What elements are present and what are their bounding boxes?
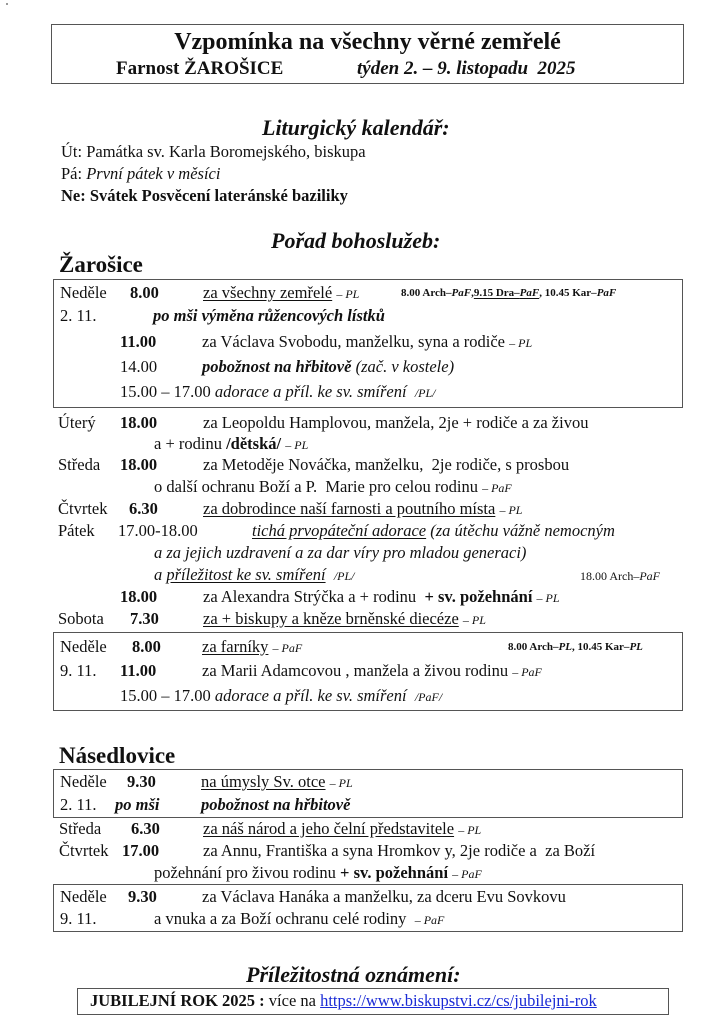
page-title: Vzpomínka na všechny věrné zemřelé: [174, 29, 561, 55]
z-s1-cemetery: pobožnost na hřbitově (zač. v kostele): [202, 357, 455, 376]
z-s2-intention1: za farníky – PaF: [202, 637, 303, 656]
z-s1-time1: 8.00: [130, 283, 159, 302]
z-s2-time2: 11.00: [120, 661, 157, 680]
n-wed-day: Středa: [59, 819, 102, 838]
n-s2-date: 9. 11.: [60, 909, 97, 928]
n-s2-time: 9.30: [128, 887, 157, 906]
calendar-item-sun: Ne: Svátek Posvěcení lateránské baziliky: [61, 186, 348, 205]
z-thu-line1: za dobrodince naší farnosti a poutního místa – PL: [203, 499, 523, 518]
z-tue-line2: a + rodinu /dětská/ – PL: [154, 434, 309, 453]
n-thu-line2: požehnání pro živou rodinu + sv. požehnání – PaF: [154, 863, 482, 882]
n-s2-day: Neděle: [60, 887, 107, 906]
z-s1-time2: 11.00: [120, 332, 157, 351]
n-s2-line1: za Václava Hanáka a manželku, za dceru Evu Sovkovu: [202, 887, 566, 906]
section-zarosice: Žarošice: [59, 252, 143, 277]
n-thu-day: Čtvrtek: [59, 841, 109, 860]
services-heading: Pořad bohoslužeb:: [271, 228, 441, 253]
z-s2-other-masses: 8.00 Arch–PL, 10.45 Kar–PL: [508, 641, 643, 653]
z-fri2-time: 18.00: [120, 587, 158, 606]
stray-dot: [6, 3, 8, 5]
z-s1-date: 2. 11.: [60, 306, 97, 325]
z-s1-intention2: za Václava Svobodu, manželku, syna a rodiče – PL: [202, 332, 533, 351]
z-fri2-line1: za Alexandra Strýčka a + rodinu + sv. požehnání – PL: [203, 587, 560, 606]
z-sat-day: Sobota: [58, 609, 104, 628]
z-s1-other-masses: 8.00 Arch–PaF,9.15 Dra–PaF, 10.45 Kar–PaF: [401, 287, 617, 299]
calendar-item-fri: Pá: První pátek v měsíci: [61, 164, 221, 183]
n-s1-after-mass: po mši: [115, 795, 160, 814]
calendar-item-tue: Út: Památka sv. Karla Boromejského, biskupa: [61, 142, 366, 161]
n-s1-cemetery: pobožnost na hřbitově: [201, 795, 351, 814]
z-s2-time1: 8.00: [132, 637, 161, 656]
z-fri-line1: tichá prvopáteční adorace (za útěchu vážně nemocným: [252, 521, 615, 540]
jubilee-link[interactable]: https://www.biskupstvi.cz/cs/jubilejni-rok: [320, 991, 597, 1010]
calendar-heading: Liturgický kalendář:: [262, 115, 450, 140]
n-s1-intention: na úmysly Sv. otce – PL: [201, 772, 353, 791]
z-tue-line1: za Leopoldu Hamplovou, manžela, 2je + rodiče a za živou: [203, 413, 589, 432]
z-s2-intention2: za Marii Adamcovou , manžela a živou rodinu – PaF: [202, 661, 542, 680]
z-s1-intention1: za všechny zemřelé – PL: [203, 283, 360, 302]
n-thu-line1: za Annu, Františka a syna Hromkov y, 2je rodiče a za Boží: [203, 841, 596, 860]
z-thu-time: 6.30: [129, 499, 158, 518]
section-nasedlovice: Násedlovice: [59, 743, 176, 768]
z-wed-line2: o další ochranu Boží a P. Marie pro celou rodinu – PaF: [154, 477, 512, 496]
z-fri-day: Pátek: [58, 521, 95, 540]
z-s1-adoration: 15.00 – 17.00 adorace a příl. ke sv. smíření /PL/: [120, 382, 436, 401]
week-range: týden 2. – 9. listopadu 2025: [357, 58, 576, 79]
z-fri-time: 17.00-18.00: [118, 521, 198, 540]
n-s1-time: 9.30: [127, 772, 156, 791]
z-wed-time: 18.00: [120, 455, 158, 474]
announcements-heading: Příležitostná oznámení:: [246, 962, 461, 987]
z-thu-day: Čtvrtek: [58, 499, 108, 518]
z-tue-time: 18.00: [120, 413, 158, 432]
z-s2-day: Neděle: [60, 637, 107, 656]
z-wed-day: Středa: [58, 455, 101, 474]
n-wed-line1: za náš národ a jeho čelní představitele – PL: [203, 819, 482, 838]
z-fri-line2: a za jejich uzdravení a za dar víry pro mladou generaci): [154, 543, 527, 562]
n-s1-date: 2. 11.: [60, 795, 97, 814]
z-tue-day: Úterý: [58, 413, 96, 432]
z-s1-day: Neděle: [60, 283, 107, 302]
z-s1-rosary-note: po mši výměna růžencových lístků: [153, 306, 385, 325]
z-wed-line1: za Metoděje Nováčka, manželku, 2je rodiče, s prosbou: [203, 455, 570, 474]
z-s1-time3: 14.00: [120, 357, 158, 376]
n-s2-line2: a vnuka a za Boží ochranu celé rodiny – PaF: [154, 909, 445, 928]
n-thu-time: 17.00: [122, 841, 160, 860]
z-sat-time: 7.30: [130, 609, 159, 628]
z-sat-line1: za + biskupy a kněze brněnské diecéze – PL: [203, 609, 486, 628]
z-s2-adoration: 15.00 – 17.00 adorace a příl. ke sv. smíření /PaF/: [120, 686, 443, 705]
parish-name: Farnost ŽAROŠICE: [116, 58, 284, 79]
jubilee-announcement: JUBILEJNÍ ROK 2025 : více na https://www.biskupstvi.cz/cs/jubilejni-rok: [90, 991, 597, 1010]
z-s2-date: 9. 11.: [60, 661, 97, 680]
z-fri-line3: a příležitost ke sv. smíření /PL/: [154, 565, 355, 584]
z-fri-other-mass: 18.00 Arch–PaF: [580, 569, 660, 583]
n-s1-day: Neděle: [60, 772, 107, 791]
n-wed-time: 6.30: [131, 819, 160, 838]
